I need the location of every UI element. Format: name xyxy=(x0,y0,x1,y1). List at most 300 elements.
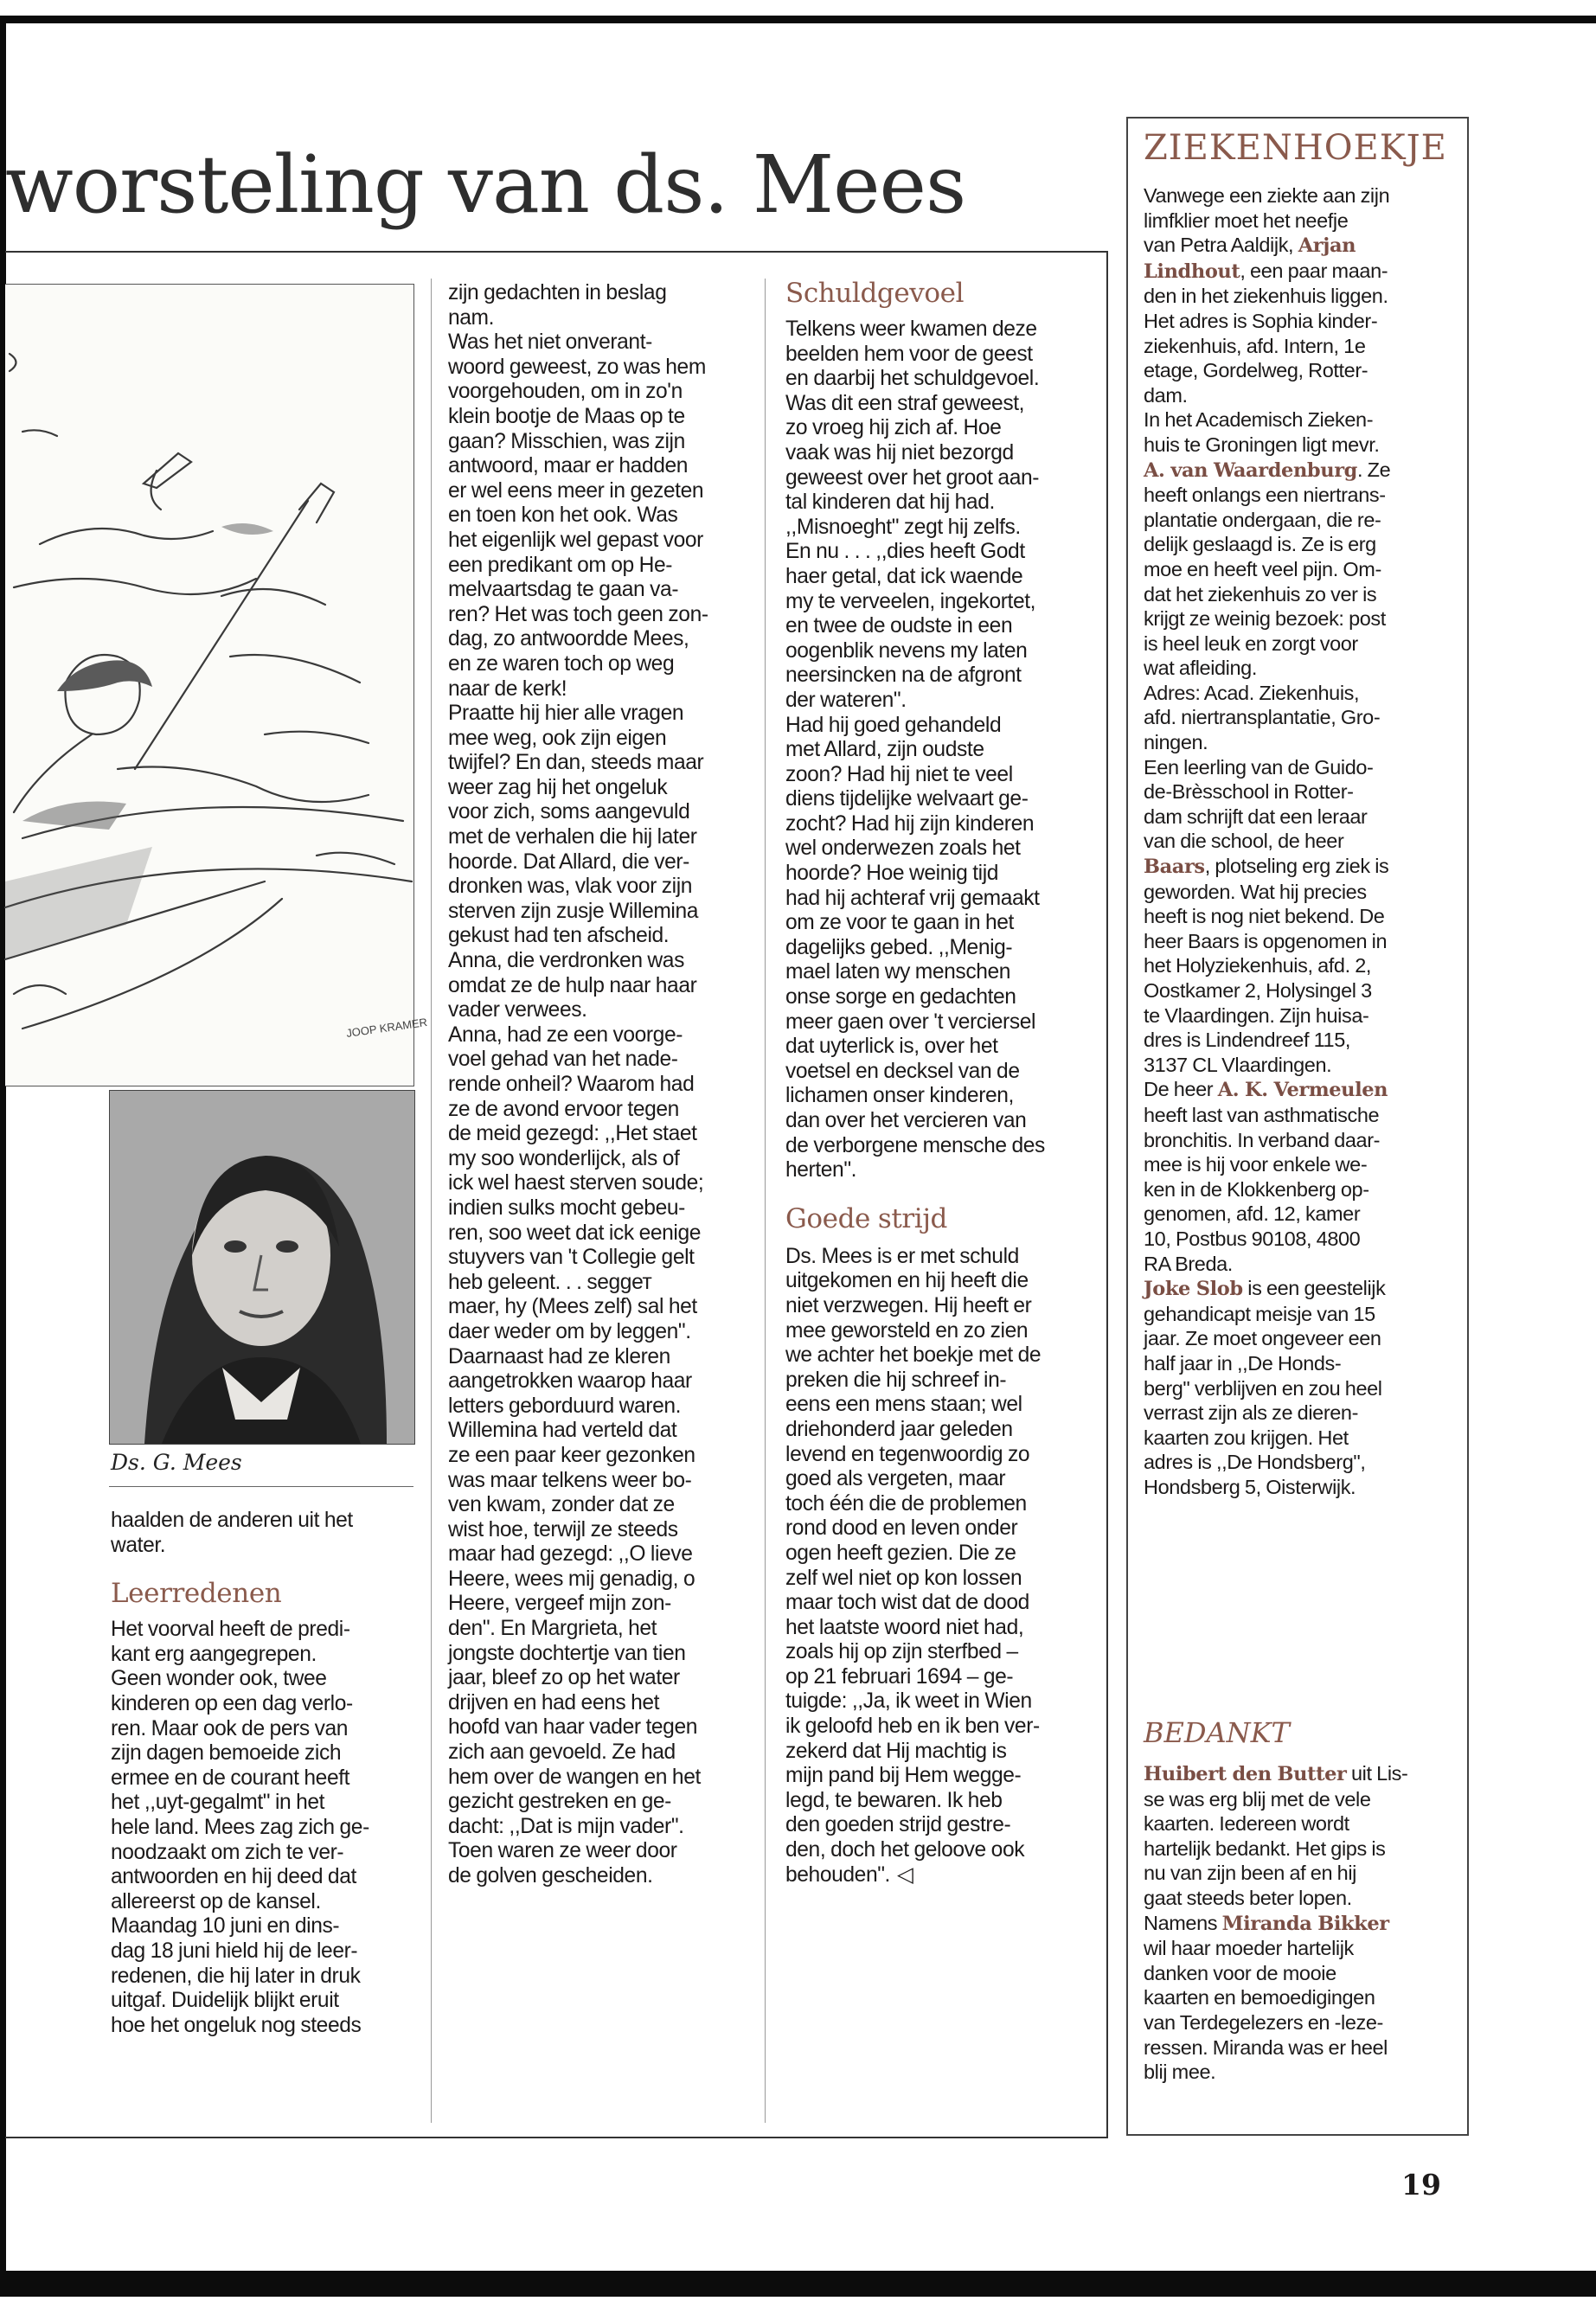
highlighted-name: Arjan xyxy=(1298,234,1356,258)
text-line: mijn pand bij Hem wegge- xyxy=(785,1764,1022,1788)
text-line: weer zag hij het ongeluk xyxy=(448,775,668,799)
article-bottom-rule xyxy=(5,2137,1108,2138)
text-line: Anna, had ze een voorge- xyxy=(448,1022,683,1047)
text-line xyxy=(1144,458,1462,484)
text-line: Heere, wees mij genadig, o xyxy=(448,1567,695,1591)
text-line: nam. xyxy=(448,305,495,330)
text-span: Hondsberg 5, Oisterwijk. xyxy=(1144,1475,1356,1498)
text-span: dam. xyxy=(1144,383,1188,407)
text-line: aangetrokken waarop haar xyxy=(448,1369,692,1394)
text-line: stuyvers van 't Collegie gelt xyxy=(448,1246,695,1270)
text-line xyxy=(1144,1450,1462,1475)
text-line: antwoorden en hij deed dat xyxy=(111,1865,356,1889)
text-line: beelden hem voor de geest xyxy=(785,342,1033,366)
text-line: ze de avond ervoor tegen xyxy=(448,1097,679,1121)
text-line xyxy=(1144,1886,1462,1911)
column-2 xyxy=(448,281,760,1889)
text-line xyxy=(1144,1351,1462,1376)
text-span: dres is Lindendreef 115, xyxy=(1144,1029,1350,1052)
subheading-goede-strijd: Goede strijd xyxy=(785,1202,947,1234)
sidebar-title: ZIEKENHOEKJE xyxy=(1144,128,1447,168)
text-line: ik geloofd heb en ik ben ver- xyxy=(785,1715,1040,1739)
text-span: half jaar in ,,De Honds- xyxy=(1144,1351,1342,1375)
text-line xyxy=(1144,1053,1462,1078)
text-line: oogenblik nevens my laten xyxy=(785,638,1028,663)
text-span: kaarten zou krijgen. Het xyxy=(1144,1426,1349,1449)
text-line: Willemina had verteld dat xyxy=(448,1419,677,1443)
text-line: my soo wonderlijck, als of xyxy=(448,1146,680,1170)
text-line: zocht? Had hij zijn kinderen xyxy=(785,811,1035,836)
text-line: Daarnaast had ze kleren xyxy=(448,1344,670,1368)
text-line xyxy=(1144,829,1462,854)
text-line: melvaartsdag te gaan va- xyxy=(448,578,679,602)
text-line: ick wel haest sterven soude; xyxy=(448,1171,704,1195)
text-span: hartelijk bedankt. Het gips is xyxy=(1144,1836,1386,1860)
text-line: dacht: ,,Dat is mijn vader". xyxy=(448,1814,684,1838)
text-line-with-end-mark xyxy=(785,1863,1099,1888)
portrait-ds-mees xyxy=(109,1090,415,1445)
text-line xyxy=(1144,929,1462,954)
text-line xyxy=(1144,2010,1462,2035)
text-line xyxy=(1144,1985,1462,2010)
text-line: zoals hij op zijn sterfbed – xyxy=(785,1640,1018,1664)
text-line xyxy=(1144,2060,1462,2085)
illustrator-signature: JOOP KRAMER xyxy=(345,1015,428,1040)
text-span: van Terdegelezers en -leze- xyxy=(1144,2010,1383,2034)
text-line: meer gaen over 't verciersel xyxy=(785,1009,1036,1034)
text-span: huis te Groningen ligt mevr. xyxy=(1144,433,1380,456)
text-span: te Vlaardingen. Zijn huisa- xyxy=(1144,1003,1369,1027)
text-line: zelf wel niet op kon lossen xyxy=(785,1566,1022,1590)
text-line: niet verzwegen. Hij heeft er xyxy=(785,1293,1032,1317)
text-line xyxy=(1144,755,1462,780)
text-span: genomen, afd. 12, kamer xyxy=(1144,1202,1361,1226)
text-line: den goeden strijd gestre- xyxy=(785,1813,1011,1837)
highlighted-name: Lindhout xyxy=(1144,260,1240,283)
text-line: dagelijks gebed. ,,Menig- xyxy=(785,935,1013,959)
text-line: water. xyxy=(111,1533,166,1557)
text-span: , een paar maan- xyxy=(1240,259,1388,282)
text-line: vader verwees. xyxy=(448,998,587,1022)
text-line xyxy=(1144,383,1462,408)
text-line: omdat ze de hulp naar haar xyxy=(448,973,697,997)
text-line xyxy=(1144,1836,1462,1862)
text-line xyxy=(1144,1103,1462,1128)
text-line: ,,Misnoeght" zegt hij zelfs. xyxy=(785,515,1021,539)
text-line xyxy=(1144,2035,1462,2061)
text-span: jaar. Ze moet ongeveer een xyxy=(1144,1327,1381,1350)
text-span: kaarten. Iedereen wordt xyxy=(1144,1812,1349,1836)
text-line: Maandag 10 juni en dins- xyxy=(111,1914,340,1939)
text-span: Vanwege een ziekte aan zijn xyxy=(1144,184,1390,207)
highlighted-name: A. K. Vermeulen xyxy=(1217,1079,1388,1102)
text-line: klein bootje de Maas op te xyxy=(448,404,685,428)
text-line: zich aan gevoeld. Ze had xyxy=(448,1740,676,1765)
text-span: nu van zijn been af en hij xyxy=(1144,1862,1356,1885)
text-line: daer weder om by leggen". xyxy=(448,1319,691,1343)
text-line: dag 18 juni hield hij de leer- xyxy=(111,1939,358,1963)
text-line xyxy=(1144,1152,1462,1177)
text-line: geweest over het groot aan- xyxy=(785,465,1040,490)
text-line xyxy=(1144,681,1462,706)
text-line: jongste dochtertje van tien xyxy=(448,1641,686,1665)
text-span: delijk geslaagd is. Ze is erg xyxy=(1144,533,1376,556)
text-line: allereerst op de kansel. xyxy=(111,1889,321,1913)
text-line: Had hij goed gehandeld xyxy=(785,713,1002,737)
text-span: plantatie ondergaan, die re- xyxy=(1144,508,1381,531)
text-line xyxy=(1144,508,1462,533)
text-line xyxy=(1144,1961,1462,1986)
text-line xyxy=(1144,1400,1462,1426)
text-line: vaak was hij niet bezorgd xyxy=(785,440,1014,465)
text-span: Adres: Acad. Ziekenhuis, xyxy=(1144,681,1360,704)
text-line: ren, soo weet dat ick eenige xyxy=(448,1221,702,1245)
highlighted-name: Baars xyxy=(1144,856,1205,879)
text-line: wist hoe, terwijl ze steeds xyxy=(448,1517,678,1541)
column-3-part-1 xyxy=(785,317,1099,1183)
text-line: zoon? Had hij niet te veel xyxy=(785,762,1013,786)
text-line: de golven gescheiden. xyxy=(448,1864,653,1888)
portrait-caption: Ds. G. Mees xyxy=(111,1450,242,1475)
text-line xyxy=(1144,582,1462,607)
text-line: eens een mens staan; wel xyxy=(785,1393,1022,1417)
text-line xyxy=(1144,1227,1462,1252)
text-line: onse sorge en gedachten xyxy=(785,985,1016,1009)
text-line xyxy=(1144,854,1462,880)
text-span: danken voor de mooie xyxy=(1144,1961,1336,1984)
text-span: Namens xyxy=(1144,1911,1222,1934)
text-line xyxy=(1144,358,1462,383)
text-span: kaarten en bemoedigingen xyxy=(1144,1986,1375,2009)
text-span: het Holyziekenhuis, afd. 2, xyxy=(1144,954,1372,977)
text-line xyxy=(1144,1911,1462,1937)
text-span: se was erg blij met de vele xyxy=(1144,1787,1371,1811)
column-divider xyxy=(765,279,766,2123)
text-line xyxy=(1144,183,1462,208)
text-span: Een leerling van de Guido- xyxy=(1144,755,1374,779)
text-span: heer Baars is opgenomen in xyxy=(1144,929,1388,952)
text-line: hoe het ongeluk nog steeds xyxy=(111,2013,362,2037)
text-line: ogen heeft gezien. Die ze xyxy=(785,1541,1016,1565)
text-span: heeft is nog niet bekend. De xyxy=(1144,905,1385,928)
text-line: ze een paar keer gezonken xyxy=(448,1443,695,1467)
text-line: antwoord, maar er hadden xyxy=(448,454,689,478)
text-line: tuigde: ,,Ja, ik weet in Wien xyxy=(785,1689,1032,1714)
text-line xyxy=(1144,904,1462,929)
text-span: wil haar moeder hartelijk xyxy=(1144,1937,1354,1960)
text-line: een predikant om op He- xyxy=(448,553,673,577)
text-line: voor zich, soms aangevuld xyxy=(448,800,690,824)
caption-rule xyxy=(109,1486,413,1487)
text-line: voel gehad van het nade- xyxy=(448,1048,678,1072)
page-number: 19 xyxy=(1401,2168,1441,2202)
text-line: kant erg aangegrepen. xyxy=(111,1642,317,1666)
text-line: behouden". xyxy=(785,1862,890,1887)
text-span: uit Lis- xyxy=(1346,1762,1408,1785)
text-line: dat uyterlick is, over het xyxy=(785,1035,998,1059)
column-1 xyxy=(111,1509,413,2038)
text-line xyxy=(1144,1003,1462,1029)
text-line: uitgekomen en hij heeft die xyxy=(785,1269,1029,1293)
top-border xyxy=(0,16,1596,23)
text-line: zekerd dat Hij machtig is xyxy=(785,1739,1007,1763)
text-line xyxy=(1144,284,1462,309)
text-line: met Allard, zijn oudste xyxy=(785,738,984,762)
portrait-svg xyxy=(110,1091,414,1444)
text-line xyxy=(1144,1326,1462,1351)
text-line xyxy=(1144,1426,1462,1451)
text-span: adres is ,,De Hondsberg", xyxy=(1144,1451,1366,1474)
highlighted-name: Huibert den Butter xyxy=(1144,1763,1347,1785)
text-line: rende onheil? Waarom had xyxy=(448,1073,695,1096)
column-3-part-2 xyxy=(785,1245,1099,1888)
text-span: den in het ziekenhuis liggen. xyxy=(1144,285,1388,308)
text-line xyxy=(1144,631,1462,657)
text-line: dronken was, vlak voor zijn xyxy=(448,875,693,899)
text-span: 10, Postbus 90108, 4800 xyxy=(1144,1227,1361,1250)
text-span: Oostkamer 2, Holysingel 3 xyxy=(1144,979,1372,1002)
text-line: naar de kerk! xyxy=(448,676,567,701)
text-line: toch één die de problemen xyxy=(785,1491,1027,1516)
text-line: noodzaakt om zich te ver- xyxy=(111,1840,344,1864)
text-line: drijven en had eens het xyxy=(448,1690,660,1715)
text-line xyxy=(1144,1252,1462,1277)
text-line xyxy=(1144,1861,1462,1886)
highlighted-name: Joke Slob xyxy=(1144,1278,1243,1301)
text-span: De heer xyxy=(1144,1078,1218,1101)
text-span: In het Academisch Zieken- xyxy=(1144,408,1374,432)
text-span: ken in de Klokkenberg op- xyxy=(1144,1177,1369,1201)
text-line xyxy=(1144,1028,1462,1053)
text-line xyxy=(1144,532,1462,557)
text-line: het ,,uyt-gegalmt" in het xyxy=(111,1791,325,1815)
text-span: mee is hij voor enkele we- xyxy=(1144,1153,1368,1176)
text-line xyxy=(1144,1811,1462,1836)
text-line xyxy=(1144,433,1462,458)
text-line xyxy=(1144,656,1462,681)
text-line: mee weg, ook zijn eigen xyxy=(448,726,667,750)
text-span: gehandicapt meisje van 15 xyxy=(1144,1302,1375,1325)
text-line: tal kinderen dat hij had. xyxy=(785,490,995,515)
text-line xyxy=(1144,1128,1462,1153)
text-span: RA Breda. xyxy=(1144,1252,1233,1275)
text-line: het laatste woord niet had, xyxy=(785,1615,1024,1639)
text-line: ermee en de courant heeft xyxy=(111,1766,350,1790)
text-line: gaan? Misschien, was zijn xyxy=(448,429,685,453)
highlighted-name: Miranda Bikker xyxy=(1221,1912,1389,1935)
text-line: woord geweest, zo was hem xyxy=(448,355,706,379)
text-line xyxy=(1144,334,1462,359)
text-line: Was het niet onverant- xyxy=(448,330,652,355)
text-line: de verborgene mensche des xyxy=(785,1133,1045,1157)
text-span: ningen. xyxy=(1144,731,1208,754)
text-line: ren? Het was toch geen zon- xyxy=(448,602,708,626)
text-line: Toen waren ze weer door xyxy=(448,1839,677,1863)
text-line: preken die hij schreef in- xyxy=(785,1368,1007,1392)
column-divider xyxy=(431,279,432,2123)
column-3 xyxy=(785,279,1099,1888)
sidebar-body xyxy=(1144,183,1462,1499)
text-span: ressen. Miranda was er heel xyxy=(1144,2035,1388,2059)
subheading-leerredenen: Leerredenen xyxy=(111,1578,282,1610)
text-line: jaar, bleef zo op het water xyxy=(448,1666,680,1690)
highlighted-name: A. van Waardenburg xyxy=(1144,458,1357,482)
text-line: en daarbij het schuldgevoel. xyxy=(785,367,1040,391)
text-line: voorgehouden, om in zo'n xyxy=(448,380,683,404)
text-line xyxy=(1144,1276,1462,1302)
text-line: rond dood en leven onder xyxy=(785,1516,1018,1541)
text-span: Het adres is Sophia kinder- xyxy=(1144,309,1378,332)
text-line xyxy=(1144,1302,1462,1327)
text-line: hele land. Mees zag zich ge- xyxy=(111,1815,369,1839)
text-line: hoorde. Dat Allard, die ver- xyxy=(448,849,689,874)
text-line: we achter het boekje met de xyxy=(785,1343,1042,1368)
article-headline: worsteling van ds. Mees xyxy=(5,138,966,231)
text-line: hem over de wangen en het xyxy=(448,1765,701,1789)
text-line: herten". xyxy=(785,1158,857,1183)
text-span: is een geestelijk xyxy=(1242,1277,1386,1300)
text-line: hoofd van haar vader tegen xyxy=(448,1715,698,1740)
text-line: Geen wonder ook, twee xyxy=(111,1667,327,1691)
text-span: dat het ziekenhuis zo ver is xyxy=(1144,582,1377,606)
text-line: heb geleent. . . seggет xyxy=(448,1270,652,1294)
text-line: levend en tegenwoordig zo xyxy=(785,1442,1030,1466)
text-line: twijfel? En dan, steeds maar xyxy=(448,751,704,775)
text-line xyxy=(1144,1787,1462,1812)
text-line: het eigenlijk wel gepast voor xyxy=(448,528,703,552)
text-line: Heere, vergeef mijn zon- xyxy=(448,1592,671,1616)
text-line: lichamen onser kinderen, xyxy=(785,1084,1014,1108)
text-span: afd. niertransplantatie, Gro- xyxy=(1144,706,1381,729)
text-span: , plotseling erg ziek is xyxy=(1204,855,1389,878)
text-span: krijgt ze weinig bezoek: post xyxy=(1144,607,1386,631)
text-span: de-Brèsschool in Rotter- xyxy=(1144,780,1354,804)
text-span: van Petra Aaldijk, xyxy=(1144,234,1298,257)
text-line: zijn dagen bemoeide zich xyxy=(111,1741,342,1766)
article-right-rule xyxy=(1106,251,1108,2138)
text-line: was maar telkens weer bo- xyxy=(448,1468,692,1492)
text-span: 3137 CL Vlaardingen. xyxy=(1144,1053,1332,1076)
text-line: mael laten wy menschen xyxy=(785,960,1011,984)
text-span: bronchitis. In verband daar- xyxy=(1144,1128,1381,1151)
subheading-schuldgevoel: Schuldgevoel xyxy=(785,278,965,309)
text-line xyxy=(1144,779,1462,804)
text-span: verrast zijn als ze dieren- xyxy=(1144,1401,1359,1425)
text-line xyxy=(1144,880,1462,905)
text-line: Was dit een straf geweest, xyxy=(785,391,1025,415)
text-line xyxy=(1144,953,1462,978)
text-line: hoorde? Hoe weinig tijd xyxy=(785,862,999,886)
text-line: kinderen op een dag verlo- xyxy=(111,1691,353,1715)
text-line: op 21 februari 1694 – ge- xyxy=(785,1664,1014,1689)
text-line: ren. Maar ook de pers van xyxy=(111,1716,349,1740)
text-line: driehonderd jaar geleden xyxy=(785,1417,1013,1441)
text-line: en ze waren toch op weg xyxy=(448,651,675,676)
text-line xyxy=(1144,1936,1462,1961)
text-span: heeft last van asthmatische xyxy=(1144,1103,1380,1126)
text-line: Ds. Mees is er met schuld xyxy=(785,1244,1019,1268)
text-line: gekust had ten afscheid. xyxy=(448,924,670,948)
text-line xyxy=(1144,705,1462,730)
text-line xyxy=(1144,557,1462,582)
text-line: ven kwam, zonder dat ze xyxy=(448,1493,675,1517)
text-span: gaat steeds beter lopen. xyxy=(1144,1886,1352,1909)
text-line: Praatte hij hier alle vragen xyxy=(448,702,684,726)
bedankt-title: BEDANKT xyxy=(1144,1716,1290,1749)
text-span: moe en heeft veel pijn. Om- xyxy=(1144,557,1381,580)
text-line: Het voorval heeft de predi- xyxy=(111,1618,350,1642)
text-line: maar toch wist dat de dood xyxy=(785,1591,1029,1615)
text-line: dag, zo antwoordde Mees, xyxy=(448,627,689,651)
text-line: En nu . . . ,,dies heeft Godt xyxy=(785,540,1025,564)
end-of-article-icon: ◁ xyxy=(897,1862,913,1887)
text-span: wat afleiding. xyxy=(1144,657,1257,680)
text-span: van die school, de heer xyxy=(1144,830,1344,853)
text-line xyxy=(1144,1177,1462,1202)
text-line: den". En Margrieta, het xyxy=(448,1617,657,1641)
text-line xyxy=(1144,1077,1462,1103)
text-line: en toen kon het ook. Was xyxy=(448,503,678,528)
text-line: zijn gedachten in beslag xyxy=(448,281,667,304)
text-line: om ze voor te gaan in het xyxy=(785,911,1014,935)
text-span: heeft onlangs een niertrans- xyxy=(1144,484,1386,507)
rowing-boat-illustration xyxy=(5,284,428,1086)
text-line xyxy=(1144,259,1462,285)
text-line xyxy=(1144,1761,1462,1787)
text-line: haalden de anderen uit het xyxy=(111,1509,353,1532)
drawing-svg xyxy=(5,285,428,1086)
text-line: maer, hy (Mees zelf) sal het xyxy=(448,1295,697,1319)
text-line xyxy=(1144,606,1462,631)
text-line: der wateren". xyxy=(785,688,907,712)
text-line: de meid gezegd: ,,Het staet xyxy=(448,1122,697,1146)
text-line: wel onderwezen zoals het xyxy=(785,836,1021,861)
text-span: geworden. Wat hij precies xyxy=(1144,880,1367,903)
text-line: gezicht gestreken en ge- xyxy=(448,1790,671,1814)
article-top-rule xyxy=(5,251,1108,253)
text-line: dan over het vercieren van xyxy=(785,1109,1027,1132)
text-span: berg" verblijven en zou heel xyxy=(1144,1376,1382,1400)
column-1-body xyxy=(111,1618,413,2038)
text-line xyxy=(1144,208,1462,234)
text-span: is heel leuk en zorgt voor xyxy=(1144,631,1358,655)
text-span: . Ze xyxy=(1356,458,1391,481)
bedankt-body xyxy=(1144,1761,1462,2085)
text-line xyxy=(1144,1475,1462,1500)
text-line: legd, te bewaren. Ik heb xyxy=(785,1788,1003,1812)
text-span: limfklier moet het neefje xyxy=(1144,208,1349,232)
text-span: ziekenhuis, afd. Intern, 1e xyxy=(1144,334,1366,357)
text-line xyxy=(1144,1376,1462,1401)
text-line: er wel eens meer in gezeten xyxy=(448,478,704,503)
text-line: met de verhalen die hij later xyxy=(448,825,697,849)
text-line: had hij achteraf vrij gemaakt xyxy=(785,886,1040,910)
text-line: sterven zijn zusje Willemina xyxy=(448,899,699,923)
text-line xyxy=(1144,1202,1462,1227)
text-line xyxy=(1144,483,1462,508)
text-line: den, doch het geloove ook xyxy=(785,1838,1025,1862)
text-line xyxy=(1144,233,1462,259)
text-line xyxy=(1144,804,1462,830)
text-line xyxy=(1144,978,1462,1003)
text-line xyxy=(1144,407,1462,433)
bottom-border xyxy=(0,2271,1596,2297)
text-line: goed als vergeten, maar xyxy=(785,1467,1006,1491)
text-line: Anna, die verdronken was xyxy=(448,949,684,973)
text-line: letters geborduurd waren. xyxy=(448,1394,682,1418)
text-line: maar had gezegd: ,,O lieve xyxy=(448,1542,693,1567)
text-line: en twee de oudste in een xyxy=(785,614,1013,638)
